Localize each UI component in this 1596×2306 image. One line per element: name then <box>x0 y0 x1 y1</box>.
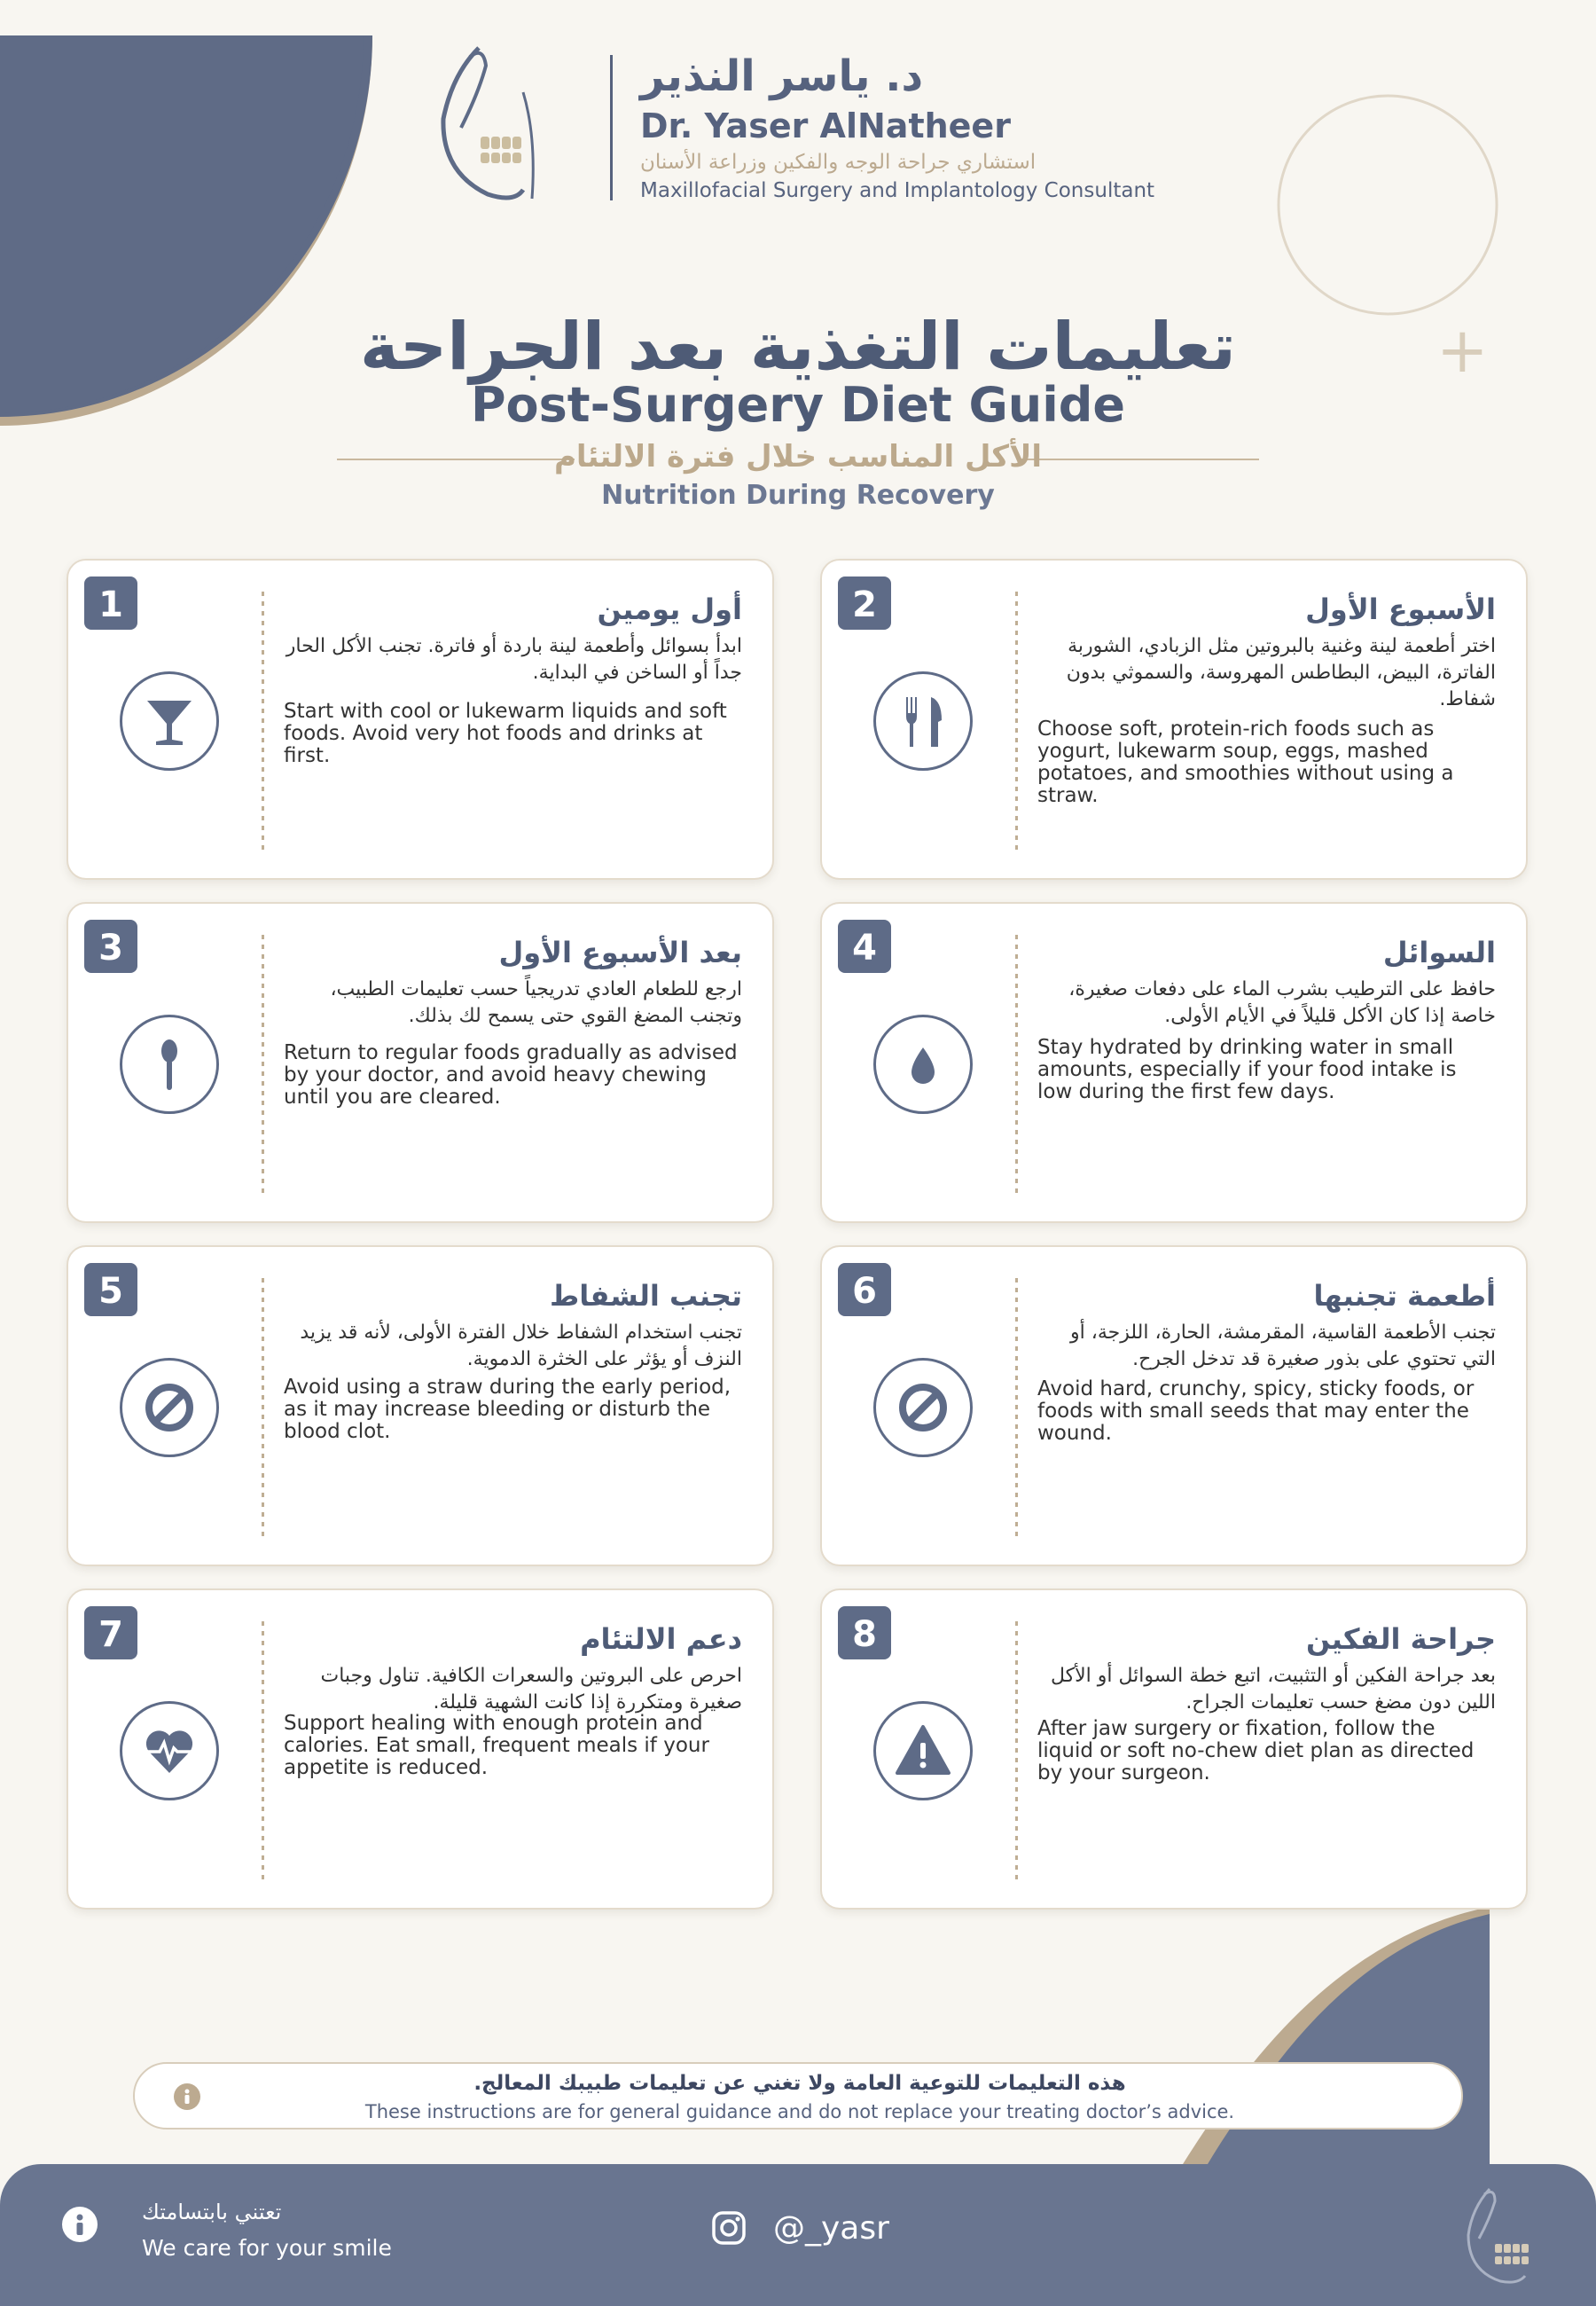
doctor-title-ar: استشاري جراحة الوجه والفكين وزراعة الأسنان <box>640 151 1037 174</box>
diet-card-6 <box>820 1245 1528 1566</box>
page-title-en: Post-Surgery Diet Guide <box>470 377 1126 433</box>
card-body-en: After jaw surgery or fixation, follow the liquid or soft no-chew diet plan as directed by your surgeon. <box>1037 1717 1475 1784</box>
prohibited-icon <box>120 1358 219 1457</box>
card-title-ar: الأسبوع الأول <box>1305 592 1496 626</box>
dotted-divider <box>262 1278 264 1537</box>
card-body-ar: احرص على البروتين والسعرات الكافية. تناول وجبات صغيرة ومتكررة إذا كانت الشهية قليلة. <box>320 1665 742 1714</box>
dotted-divider <box>262 935 264 1194</box>
diet-card-1 <box>66 559 774 880</box>
card-number-badge: 7 <box>84 1606 137 1659</box>
card-body-en: Avoid using a straw during the early period, as it may increase bleeding or disturb the blood clot. <box>284 1376 732 1443</box>
dotted-divider <box>1015 935 1018 1194</box>
doctor-title-en: Maxillofacial Surgery and Implantology Consultant <box>640 179 1155 202</box>
circle-decoration <box>1275 92 1500 318</box>
card-body-en: Support healing with enough protein and calories. Eat small, frequent meals if your appetite is reduced. <box>284 1712 709 1779</box>
fork-knife-icon <box>873 671 973 771</box>
warning-icon <box>873 1701 973 1800</box>
card-body-ar: بعد جراحة الفكين أو التثبيت، اتبع خطة السوائل أو الأكل اللين دون مضغ حسب تعليمات الجراح. <box>1050 1665 1496 1714</box>
footer-tagline-en: We care for your smile <box>142 2235 392 2261</box>
diet-card-5 <box>66 1245 774 1566</box>
subtitle-en: Nutrition During Recovery <box>601 480 995 511</box>
footer <box>0 2164 1596 2306</box>
card-title-ar: دعم الالتئام <box>580 1622 742 1656</box>
card-body-ar: حافظ على الترطيب بشرب الماء على دفعات صغيرة، خاصة إذا كان الأكل قليلاً في الأيام الأولى. <box>1068 978 1496 1027</box>
info-icon <box>62 2207 98 2242</box>
diet-card-7 <box>66 1588 774 1910</box>
water-drop-icon <box>873 1015 973 1114</box>
card-number-badge: 3 <box>84 920 137 973</box>
card-title-ar: السوائل <box>1382 936 1496 969</box>
card-number-badge: 5 <box>84 1263 137 1316</box>
brand-divider <box>610 55 613 200</box>
corner-decoration-bottom-right <box>1126 1907 1596 2200</box>
diet-card-8 <box>820 1588 1528 1910</box>
card-title-ar: أول يومين <box>597 592 742 626</box>
card-body-ar: ابدأ بسوائل وأطعمة لينة باردة أو فاترة. تجنب الأكل الحار جداً أو الساخن في البداية. <box>286 635 742 684</box>
spoon-icon <box>120 1015 219 1114</box>
heart-pulse-icon <box>120 1701 219 1800</box>
card-body-en: Start with cool or lukewarm liquids and soft foods. Avoid very hot foods and drinks at first. <box>284 700 727 767</box>
plus-decoration: + <box>1436 314 1489 387</box>
card-body-ar: اختر أطعمة لينة وغنية بالبروتين مثل الزبادي، الشوربة الفاترة، البيض، البطاطس المهروسة، والسموثي بدون شفاط. <box>1066 635 1496 710</box>
card-number-badge: 2 <box>838 576 891 630</box>
page-title-ar: تعليمات التغذية بعد الجراحة <box>360 309 1236 385</box>
footer-logo <box>1454 2182 1552 2288</box>
card-body-en: Avoid hard, crunchy, spicy, sticky foods, or foods with small seeds that may enter the wound. <box>1037 1377 1475 1445</box>
card-number-badge: 8 <box>838 1606 891 1659</box>
cocktail-glass-icon <box>120 671 219 771</box>
logo <box>417 39 559 208</box>
disclaimer-note <box>133 2062 1463 2130</box>
dotted-divider <box>1015 592 1018 851</box>
diet-card-2 <box>820 559 1528 880</box>
card-title-ar: بعد الأسبوع الأول <box>498 936 742 969</box>
dotted-divider <box>262 592 264 851</box>
footer-tagline-ar: تعتني بابتسامتك <box>142 2200 282 2224</box>
card-title-ar: تجنب الشفاط <box>550 1279 742 1313</box>
diet-card-4 <box>820 902 1528 1223</box>
instagram-handle[interactable]: @_yasr <box>773 2210 889 2247</box>
doctor-name-en: Dr. Yaser AlNatheer <box>640 106 1011 145</box>
card-number-badge: 6 <box>838 1263 891 1316</box>
dotted-divider <box>262 1621 264 1880</box>
disclaimer-ar: هذه التعليمات للتوعية العامة ولا تغني عن تعليمات طبيبك المعالج. <box>473 2072 1126 2095</box>
card-body-ar: تجنب الأطعمة القاسية، المقرمشة، الحارة، اللزجة، أو التي تحتوي على بذور صغيرة قد تدخل الجرح. <box>1070 1322 1496 1370</box>
card-body-en: Stay hydrated by drinking water in small amounts, especially if your food intake is low during the first few days. <box>1037 1036 1457 1103</box>
diet-card-3 <box>66 902 774 1223</box>
card-title-ar: أطعمة تجنبها <box>1313 1279 1496 1313</box>
subtitle-ar: الأكل المناسب خلال فترة الالتئام <box>553 439 1043 475</box>
card-number-badge: 1 <box>84 576 137 630</box>
card-body-en: Choose soft, protein-rich foods such as yogurt, lukewarm soup, eggs, mashed potatoes, and smoothies without using a straw. <box>1037 718 1454 807</box>
card-title-ar: جراحة الفكين <box>1305 1622 1496 1656</box>
card-body-ar: تجنب استخدام الشفاط خلال الفترة الأولى، لأنه قد يزيد النزف أو يؤثر على الخثرة الدموية. <box>300 1322 742 1370</box>
disclaimer-en: These instructions are for general guidance and do not replace your treating doctor’s advice. <box>364 2101 1235 2122</box>
card-body-ar: ارجع للطعام العادي تدريجياً حسب تعليمات الطبيب، وتجنب المضغ القوي حتى يسمح لك بذلك. <box>330 978 742 1027</box>
card-body-en: Return to regular foods gradually as advised by your doctor, and avoid heavy chewing until you are cleared. <box>284 1041 738 1109</box>
dotted-divider <box>1015 1621 1018 1880</box>
card-number-badge: 4 <box>838 920 891 973</box>
prohibited-icon <box>873 1358 973 1457</box>
instagram-icon[interactable] <box>711 2210 747 2246</box>
dotted-divider <box>1015 1278 1018 1537</box>
doctor-name-ar: د. ياسر النذير <box>640 51 924 101</box>
